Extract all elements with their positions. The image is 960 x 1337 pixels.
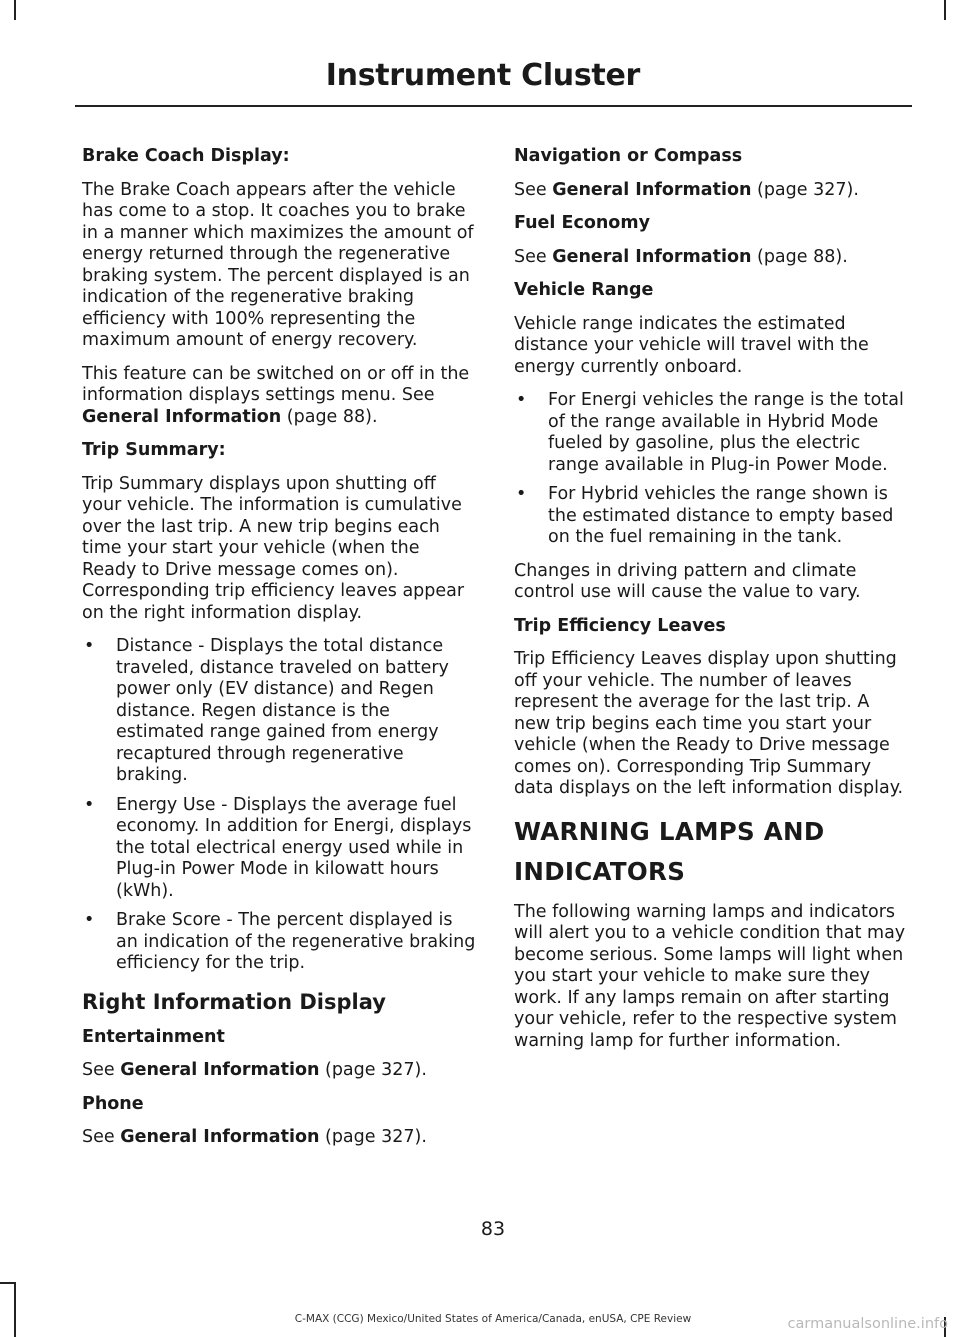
page-title: Instrument Cluster [325,58,640,93]
warning-heading-line-2: INDICATORS [514,856,686,886]
general-information-link[interactable]: General Information [552,246,752,267]
feature-toggle-text: This feature can be switched on or off in the information displays settings menu. See [82,363,470,405]
crop-mark-top-right [944,0,946,20]
general-information-link[interactable]: General Information [120,1060,320,1080]
fuel-economy-reference [514,247,910,269]
document-info: C-MAX (CCG) Mexico/United States of America/Canada, enUSA, CPE Review [294,1313,692,1325]
vehicle-range-heading: Vehicle Range [514,280,654,300]
right-information-display-heading: Right Information Display [82,989,386,1014]
general-information-link[interactable]: General Information [552,179,752,200]
changes-paragraph: Changes in driving pattern and climate control use will cause the value to vary. [514,560,861,602]
general-information-link[interactable]: General Information [120,1127,320,1147]
vehicle-range-list [514,390,910,549]
list-item: • Distance - Displays the total distance traveled, distance traveled on battery power only (EV distance) and Regen distance. Regen distance is the estimated range gained from energy recaptured through regenerative braking. [82,636,478,787]
fuel-economy-heading: Fuel Economy [514,213,650,233]
brake-coach-paragraph: The Brake Coach appears after the vehicle has come to a stop. It coaches you to brake in a manner which maximizes the amount of energy returned through the regenerative braking system. The percent displayed is an indication of the regenerative braking efficiency with 100% representing the maximum amount of energy recovery. [82,179,474,350]
see-text: See [514,179,553,200]
vehicle-range-paragraph: Vehicle range indicates the estimated distance your vehicle will travel with the energy currently onboard. [514,313,869,377]
header-divider [75,105,912,107]
navigation-heading: Navigation or Compass [514,146,743,166]
watermark: carmanualsonline.info [787,1316,948,1332]
see-text: See [82,1060,121,1080]
page-reference: (page 327). [751,179,859,200]
warning-lamps-paragraph: The following warning lamps and indicators will alert you to a vehicle condition that may become serious. Some lamps will light when you start your vehicle to make sure they work. If any lamps remain on after starting your vehicle, refer to the respective system warning lamp for further information. [514,901,906,1051]
list-item: • For Energi vehicles the range is the total of the range available in Hybrid Mode fueled by gasoline, plus the electric range available in Plug-in Power Mode. [514,390,910,476]
trip-efficiency-leaves-heading: Trip Efficiency Leaves [514,615,726,636]
page-reference: (page 327). [319,1127,427,1147]
trip-summary-heading: Trip Summary: [82,440,226,460]
brake-coach-heading: Brake Coach Display: [82,146,290,166]
trip-summary-paragraph: Trip Summary displays upon shutting off your vehicle. The information is cumulative over the last trip. A new trip begins each time your start your vehicle (when the Ready to Drive message comes on). Corresponding trip efficiency leaves appear on the right information display. [82,473,465,623]
see-text: See [82,1127,121,1147]
feature-toggle-paragraph [82,364,478,429]
crop-mark-top-left [14,0,16,20]
phone-heading: Phone [82,1093,144,1114]
list-item: • Brake Score - The percent displayed is an indication of the regenerative braking efficiency for the trip. [82,910,478,975]
see-text: See [514,246,553,267]
list-item: • Energy Use - Displays the average fuel economy. In addition for Energi, displays the total electrical energy used while in Plug-in Power Mode in kilowatt hours (kWh). [82,795,478,903]
right-column [514,146,910,1064]
warning-lamps-heading [514,818,910,886]
list-item: • For Hybrid vehicles the range shown is the estimated distance to empty based on the fuel remaining in the tank. [514,484,910,549]
phone-reference [82,1127,478,1149]
page-reference: (page 88). [751,246,848,267]
navigation-reference [514,180,910,202]
entertainment-reference [82,1060,478,1082]
trip-efficiency-leaves-paragraph: Trip Efficiency Leaves display upon shutting off your vehicle. The number of leaves represent the average for the last trip. A new trip begins each time you start your vehicle (when the Ready to Drive message comes on). Corresponding Trip Summary data displays on the left information display. [514,649,904,798]
trip-summary-list [82,636,478,975]
general-information-link[interactable]: General Information [82,406,282,427]
crop-mark-bottom-left [14,1282,16,1337]
page-number: 83 [480,1218,506,1240]
crop-mark-bottom-left-h [0,1282,14,1284]
page-reference: (page 327). [319,1060,427,1080]
warning-heading-line-1: WARNING LAMPS AND [514,816,825,846]
left-column [82,146,478,1161]
page-reference: (page 88). [281,406,378,427]
entertainment-heading: Entertainment [82,1026,225,1047]
